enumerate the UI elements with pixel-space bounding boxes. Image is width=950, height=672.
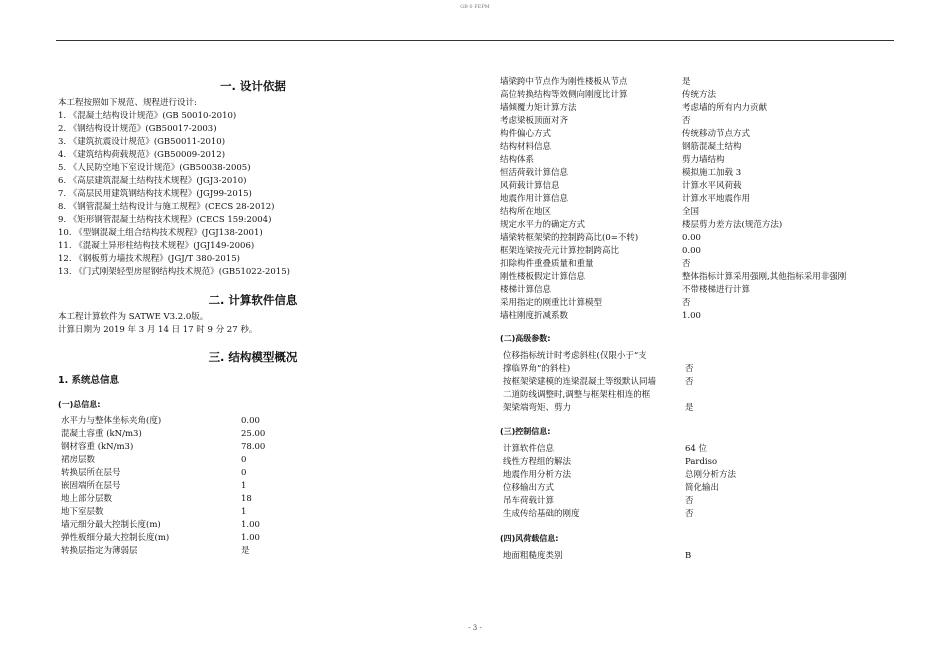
row-value: 否 xyxy=(682,116,691,126)
row-label: 地震作用计算信息 xyxy=(500,194,569,204)
general-info-table xyxy=(58,415,448,558)
table-row xyxy=(500,469,895,482)
table-row xyxy=(58,467,448,480)
row-value: 18 xyxy=(241,494,252,504)
row-value: 0 xyxy=(241,468,247,478)
table-row xyxy=(500,141,895,154)
header-title: GB 0 FEPM xyxy=(460,4,490,10)
table-row xyxy=(500,219,895,232)
row-label: 生成传给基础的刚度 xyxy=(503,509,580,519)
list-item: 3. 《建筑抗震设计规范》(GB50011-2010) xyxy=(58,137,226,147)
row-label: 嵌固端所在层号 xyxy=(61,481,121,491)
list-item: 10. 《型钢混凝土组合结构技术规程》(JGJ138-2001) xyxy=(58,228,263,238)
row-value: 计算水平地震作用 xyxy=(682,194,751,204)
table-row xyxy=(58,441,448,454)
row-value: Pardiso xyxy=(685,457,718,467)
row-value: 是 xyxy=(682,77,691,87)
row-value: 78.00 xyxy=(241,442,266,452)
row-value: 简化输出 xyxy=(685,483,720,493)
row-label: 框架连梁按壳元计算控制跨高比 xyxy=(500,246,620,256)
row-value: 传统移动节点方式 xyxy=(682,129,751,139)
table-row: 位移指标统计时考虑斜柱(仅限小于“支 xyxy=(503,351,647,361)
row-value: 钢筋混凝土结构 xyxy=(682,142,742,152)
row-value: 否 xyxy=(685,509,694,519)
row-label: 地震作用分析方法 xyxy=(503,470,572,480)
row-value: 1 xyxy=(241,507,247,517)
right-column xyxy=(500,76,895,563)
row-label: 墙梁跨中节点作为刚性楼板从节点 xyxy=(500,77,628,87)
control-info-title: (三)控制信息: xyxy=(500,427,551,436)
row-value: 剪力墙结构 xyxy=(682,155,725,165)
row-value: 全国 xyxy=(682,207,700,217)
system-info-title: 1. 系统总信息 xyxy=(58,375,120,386)
table-row xyxy=(500,102,895,115)
row-value: 楼层剪力差方法(规范方法) xyxy=(682,220,783,230)
row-label: 架梁端弯矩、剪力 xyxy=(503,403,572,413)
wind-load-title: (四)风荷载信息: xyxy=(500,534,559,543)
list-item: 12. 《钢板剪力墙技术规程》(JGJ/T 380-2015) xyxy=(58,254,240,264)
row-value: 计算水平风荷载 xyxy=(682,181,742,191)
row-value: B xyxy=(685,551,692,561)
row-label: 高位转换结构等效侧向刚度比计算 xyxy=(500,90,628,100)
list-item: 5. 《人民防空地下室设计规范》(GB50038-2005) xyxy=(58,163,251,173)
row-value: 1.00 xyxy=(682,311,701,321)
row-label: 撑临界角”的斜柱) xyxy=(503,364,571,374)
row-value: 总刚分析方法 xyxy=(685,470,737,480)
row-label: 地上部分层数 xyxy=(61,494,113,504)
row-label: 结构材料信息 xyxy=(500,142,552,152)
table-row: 二道防线调整时,调整与框架柱相连的框 xyxy=(503,390,651,400)
row-label: 转换层指定为薄弱层 xyxy=(61,546,138,556)
calc-date-line: 计算日期为 2019 年 3 月 14 日 17 时 9 分 27 秒。 xyxy=(58,325,258,335)
row-label: 考虑梁板顶面对齐 xyxy=(500,116,569,126)
row-label: 扣除构件重叠质量和重量 xyxy=(500,259,594,269)
table-row xyxy=(500,363,895,376)
table-row xyxy=(500,180,895,193)
row-label: 刚性楼板假定计算信息 xyxy=(500,272,586,282)
table-row xyxy=(500,89,895,102)
table-row xyxy=(58,415,448,428)
list-item: 4. 《建筑结构荷载规范》(GB50009-2012) xyxy=(58,150,226,160)
row-value: 0 xyxy=(241,455,247,465)
table-row xyxy=(58,454,448,467)
design-basis-intro: 本工程按照如下规范、规程进行设计: xyxy=(58,98,197,108)
row-label: 恒活荷载计算信息 xyxy=(500,168,569,178)
row-value: 否 xyxy=(682,298,691,308)
row-value: 64 位 xyxy=(685,444,708,454)
table-row xyxy=(500,297,895,310)
table-row xyxy=(500,128,895,141)
row-label: 线性方程组的解法 xyxy=(503,457,572,467)
row-label: 墙倾覆力矩计算方法 xyxy=(500,103,577,113)
row-value: 1 xyxy=(241,481,247,491)
row-value: 考虑墙的所有内力贡献 xyxy=(682,103,768,113)
table-row xyxy=(500,456,895,469)
row-value: 是 xyxy=(685,403,694,413)
list-item: 13. 《门式刚架轻型房屋钢结构技术规范》(GB51022-2015) xyxy=(58,267,290,277)
general-info-continued xyxy=(500,76,895,323)
table-row xyxy=(58,428,448,441)
row-value: 1.00 xyxy=(241,533,260,543)
left-column xyxy=(58,78,448,558)
list-item: 2. 《钢结构设计规范》(GB50017-2003) xyxy=(58,124,217,134)
table-row xyxy=(500,508,895,521)
row-label: 地面粗糙度类别 xyxy=(503,551,563,561)
row-value: 是 xyxy=(241,546,250,556)
row-label: 墙梁转框架梁的控制跨高比(0=不转) xyxy=(500,233,639,243)
control-info-table xyxy=(500,443,895,521)
row-value: 否 xyxy=(685,364,694,374)
table-row xyxy=(500,193,895,206)
row-value: 25.00 xyxy=(241,429,266,439)
row-value: 1.00 xyxy=(241,520,260,530)
table-row xyxy=(500,443,895,456)
list-item: 7. 《高层民用建筑钢结构技术规程》(JGJ99-2015) xyxy=(58,189,252,199)
row-value: 否 xyxy=(685,377,694,387)
list-item: 1. 《混凝土结构设计规范》(GB 50010-2010) xyxy=(58,111,237,121)
header-rule xyxy=(56,40,894,41)
row-label: 构件偏心方式 xyxy=(500,129,552,139)
row-label: 采用指定的刚重比计算模型 xyxy=(500,298,603,308)
row-label: 结构体系 xyxy=(500,155,535,165)
row-label: 混凝土容重 (kN/m3) xyxy=(61,429,142,439)
list-item: 8. 《钢管混凝土结构设计与施工规程》(CECS 28-2012) xyxy=(58,202,275,212)
general-info-title: (一)总信息: xyxy=(58,400,101,409)
table-row xyxy=(58,532,448,545)
row-label: 楼梯计算信息 xyxy=(500,285,552,295)
row-value: 传统方法 xyxy=(682,90,717,100)
row-label: 弹性板细分最大控制长度(m) xyxy=(61,533,170,543)
table-row xyxy=(500,376,895,389)
row-value: 模拟施工加载 3 xyxy=(682,168,742,178)
table-row xyxy=(500,550,895,563)
row-label: 计算软件信息 xyxy=(503,444,555,454)
table-row xyxy=(500,258,895,271)
row-label: 结构所在地区 xyxy=(500,207,552,217)
table-row xyxy=(500,76,895,89)
software-line: 本工程计算软件为 SATWE V3.2.0版。 xyxy=(58,312,209,322)
design-basis-list xyxy=(58,110,448,279)
list-item: 9. 《矩形钢管混凝土结构技术规程》(CECS 159:2004) xyxy=(58,215,272,225)
table-row xyxy=(500,310,895,323)
table-row xyxy=(500,167,895,180)
table-row xyxy=(58,519,448,532)
row-value: 0.00 xyxy=(682,246,701,256)
row-value: 不带楼梯进行计算 xyxy=(682,285,751,295)
table-row xyxy=(500,245,895,258)
table-row xyxy=(500,402,895,415)
row-label: 转换层所在层号 xyxy=(61,468,121,478)
row-label: 风荷载计算信息 xyxy=(500,181,560,191)
row-value: 0.00 xyxy=(241,416,260,426)
table-row xyxy=(58,480,448,493)
table-row xyxy=(500,154,895,167)
row-label: 墙元细分最大控制长度(m) xyxy=(61,520,161,530)
row-value: 0.00 xyxy=(682,233,701,243)
list-item: 6. 《高层建筑混凝土结构技术规程》(JGJ3-2010) xyxy=(58,176,247,186)
list-item: 11. 《混凝土异形柱结构技术规程》(JGJ149-2006) xyxy=(58,241,255,251)
table-row xyxy=(58,506,448,519)
software-title: 二. 计算软件信息 xyxy=(208,293,298,307)
row-label: 水平力与整体坐标夹角(度) xyxy=(61,416,162,426)
table-row xyxy=(58,545,448,558)
row-label: 裙房层数 xyxy=(61,455,96,465)
table-row xyxy=(500,482,895,495)
row-value: 否 xyxy=(682,259,691,269)
table-row xyxy=(500,271,895,284)
design-basis-title: 一. 设计依据 xyxy=(220,79,286,93)
wind-load-table xyxy=(500,550,895,563)
page-number: - 3 - xyxy=(468,624,482,632)
advanced-params-table xyxy=(500,350,895,415)
row-label: 地下室层数 xyxy=(61,507,104,517)
row-value: 整体指标计算采用强刚,其他指标采用非强刚 xyxy=(682,272,847,282)
row-label: 钢材容重 (kN/m3) xyxy=(61,442,134,452)
table-row xyxy=(500,206,895,219)
model-title: 三. 结构模型概况 xyxy=(208,350,298,364)
table-row xyxy=(500,115,895,128)
table-row xyxy=(500,232,895,245)
row-value: 否 xyxy=(685,496,694,506)
table-row xyxy=(500,495,895,508)
row-label: 吊车荷载计算 xyxy=(503,496,555,506)
row-label: 位移输出方式 xyxy=(503,483,555,493)
row-label: 墙柱刚度折减系数 xyxy=(500,311,569,321)
table-row xyxy=(500,284,895,297)
row-label: 规定水平力的确定方式 xyxy=(500,220,586,230)
advanced-params-title: (二)高级参数: xyxy=(500,334,551,343)
table-row xyxy=(58,493,448,506)
row-label: 按框架梁建模的连梁混凝土等级默认同墙 xyxy=(503,377,657,387)
